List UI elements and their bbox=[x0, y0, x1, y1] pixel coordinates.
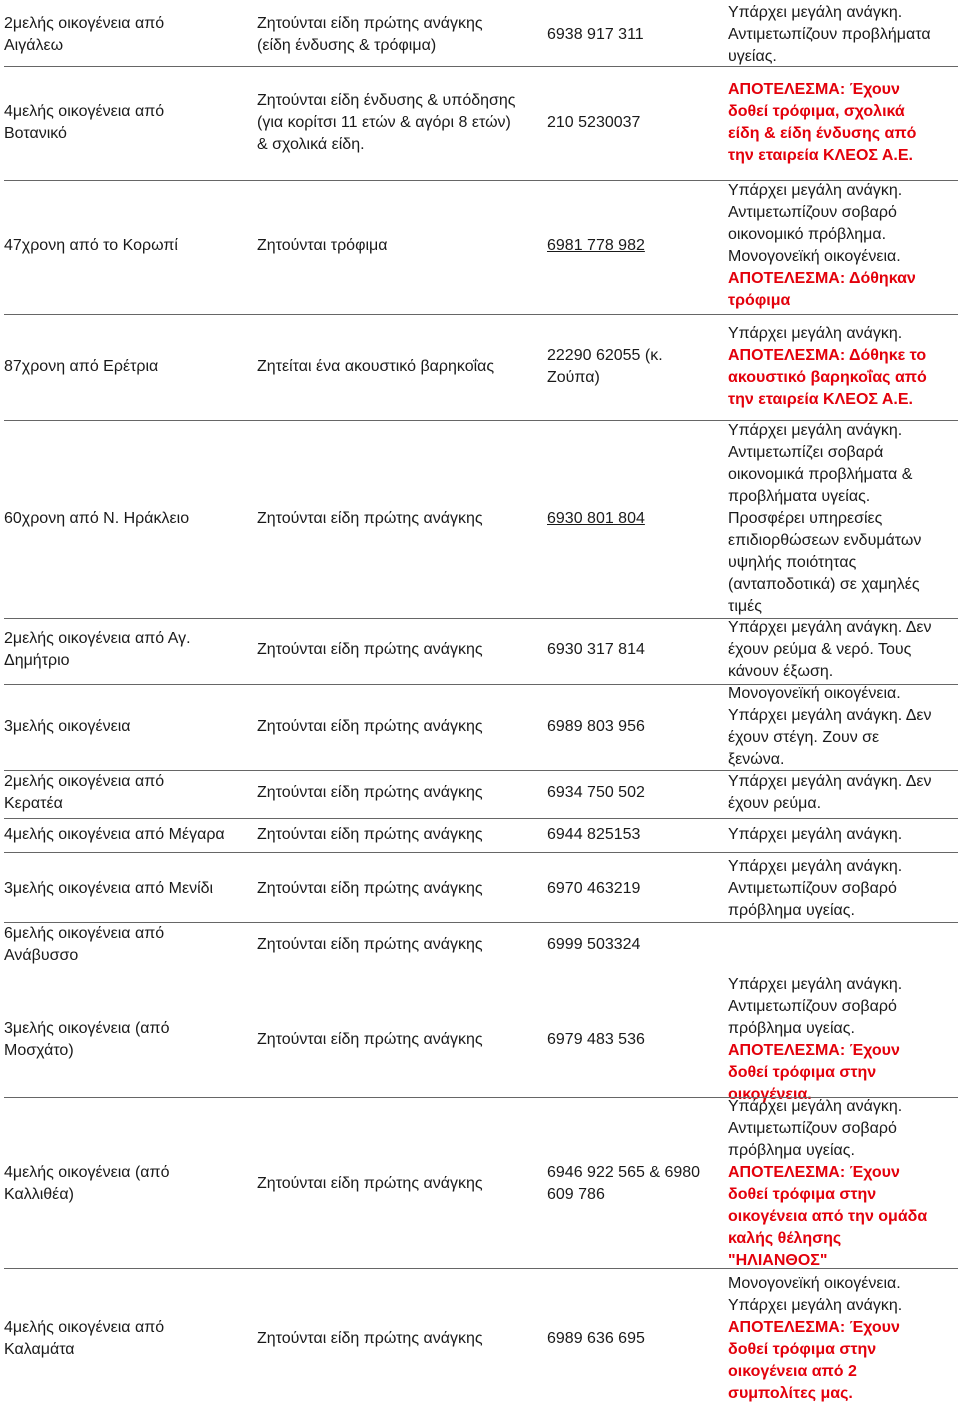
status-text: τιμές bbox=[728, 598, 762, 615]
status-text: Μονογονεϊκή οικογένεια. bbox=[728, 685, 901, 702]
row-divider bbox=[4, 818, 958, 819]
family-text: 2μελής οικογένεια από Αγ. bbox=[4, 630, 191, 647]
row-divider bbox=[4, 314, 958, 315]
status-text: πρόβλημα υγείας. bbox=[728, 902, 855, 919]
status-cell bbox=[728, 4, 958, 66]
request-cell bbox=[257, 770, 544, 816]
family-cell bbox=[4, 180, 252, 312]
request-text: (για κορίτσι 11 ετών & αγόρι 8 ετών) bbox=[257, 114, 511, 131]
status-cell bbox=[728, 976, 958, 1103]
table-row bbox=[0, 180, 960, 312]
phone-text: 6930 801 804 bbox=[547, 510, 645, 527]
status-text: Αντιμετωπίζουν σοβαρό bbox=[728, 880, 897, 897]
status-text: Υπάρχει μεγάλη ανάγκη. bbox=[728, 826, 903, 843]
table-row bbox=[0, 1098, 960, 1270]
status-text: επιδιορθώσεων ενδυμάτων bbox=[728, 532, 922, 549]
status-text: έχουν ρεύμα. bbox=[728, 795, 822, 812]
row-divider bbox=[4, 684, 958, 685]
status-text: Αντιμετωπίζουν σοβαρό bbox=[728, 204, 897, 221]
status-text: οικονομικά προβλήματα & bbox=[728, 466, 913, 483]
phone-cell bbox=[547, 1098, 719, 1270]
phone-text: 6999 503324 bbox=[547, 936, 641, 953]
result-text: δοθεί τρόφιμα στην bbox=[728, 1186, 877, 1203]
row-divider bbox=[4, 420, 958, 421]
result-text: οικογένεια από 2 bbox=[728, 1363, 857, 1380]
status-cell bbox=[728, 422, 958, 616]
request-cell bbox=[257, 314, 544, 420]
family-cell bbox=[4, 422, 252, 616]
result-text: ΑΠΟΤΕΛΕΣΜΑ: Δόθηκε το bbox=[728, 347, 927, 364]
request-text: Ζητούνται είδη πρώτης ανάγκης bbox=[257, 718, 483, 735]
request-cell bbox=[257, 68, 544, 178]
status-text: πρόβλημα υγείας. bbox=[728, 1020, 855, 1037]
status-cell bbox=[728, 820, 958, 850]
status-text: Υπάρχει μεγάλη ανάγκη. bbox=[728, 422, 903, 439]
row-divider bbox=[4, 922, 958, 923]
status-text: Μονογονεϊκή οικογένεια. bbox=[728, 248, 901, 265]
status-cell bbox=[728, 924, 958, 966]
request-text: Ζητούνται τρόφιμα bbox=[257, 237, 388, 254]
family-text: 2μελής οικογένεια από bbox=[4, 773, 165, 790]
result-text: ακουστικό βαρηκοΐας από bbox=[728, 369, 927, 386]
phone-text: 6989 636 695 bbox=[547, 1330, 645, 1347]
phone-cell bbox=[547, 770, 719, 816]
family-text: Κερατέα bbox=[4, 795, 63, 812]
family-text: 4μελής οικογένεια από bbox=[4, 1319, 165, 1336]
request-text: Ζητούνται είδη ένδυσης & υπόδησης bbox=[257, 92, 516, 109]
result-text: ΑΠΟΤΕΛΕΣΜΑ: Έχουν bbox=[728, 1042, 900, 1059]
family-cell bbox=[4, 854, 252, 924]
status-text: Υπάρχει μεγάλη ανάγκη. Δεν bbox=[728, 707, 932, 724]
table-row bbox=[0, 854, 960, 924]
family-text: Μοσχάτο) bbox=[4, 1042, 74, 1059]
request-cell bbox=[257, 1272, 544, 1406]
request-cell bbox=[257, 1098, 544, 1270]
status-cell bbox=[728, 618, 958, 682]
family-cell bbox=[4, 982, 252, 1098]
status-cell bbox=[728, 1098, 958, 1270]
table-row bbox=[0, 770, 960, 816]
request-text: Ζητούνται είδη πρώτης ανάγκης bbox=[257, 641, 483, 658]
result-text: ΑΠΟΤΕΛΕΣΜΑ: Έχουν bbox=[728, 1164, 900, 1181]
status-cell bbox=[728, 180, 958, 312]
family-text: 2μελής οικογένεια από bbox=[4, 15, 165, 32]
table-row bbox=[0, 976, 960, 1103]
status-cell bbox=[728, 1272, 958, 1406]
result-text: δοθεί τρόφιμα, σχολικά bbox=[728, 103, 905, 120]
row-divider bbox=[4, 180, 958, 181]
result-text: την εταιρεία ΚΛΕΟΣ Α.Ε. bbox=[728, 391, 913, 408]
status-text: Υπάρχει μεγάλη ανάγκη. bbox=[728, 325, 903, 342]
table-row bbox=[0, 4, 960, 66]
family-cell bbox=[4, 770, 252, 816]
family-text: 4μελής οικογένεια (από bbox=[4, 1164, 170, 1181]
phone-text: 6938 917 311 bbox=[547, 26, 644, 43]
request-cell bbox=[257, 982, 544, 1098]
phone-text: 6944 825153 bbox=[547, 826, 641, 843]
result-text: συμπολίτες μας. bbox=[728, 1385, 853, 1402]
status-text: Υπάρχει μεγάλη ανάγκη. Δεν bbox=[728, 619, 932, 636]
status-text: Υπάρχει μεγάλη ανάγκη. bbox=[728, 858, 903, 875]
result-text: καλής θέλησης bbox=[728, 1230, 842, 1247]
request-text: Ζητούνται είδη πρώτης ανάγκης bbox=[257, 15, 483, 32]
request-text: Ζητούνται είδη πρώτης ανάγκης bbox=[257, 1175, 483, 1192]
status-text: Υπάρχει μεγάλη ανάγκη. bbox=[728, 976, 903, 993]
status-text: Αντιμετωπίζουν σοβαρό bbox=[728, 998, 897, 1015]
table-row bbox=[0, 314, 960, 420]
request-cell bbox=[257, 854, 544, 924]
family-cell bbox=[4, 924, 252, 966]
status-text: κάνουν έξωση. bbox=[728, 663, 834, 680]
family-text: 3μελής οικογένεια (από bbox=[4, 1020, 170, 1037]
family-cell bbox=[4, 68, 252, 178]
table-row bbox=[0, 1272, 960, 1406]
request-text: Ζητούνται είδη πρώτης ανάγκης bbox=[257, 936, 483, 953]
result-text: ΑΠΟΤΕΛΕΣΜΑ: Έχουν bbox=[728, 1319, 900, 1336]
request-cell bbox=[257, 924, 544, 966]
row-divider bbox=[4, 66, 958, 67]
request-cell bbox=[257, 422, 544, 616]
status-text: υψηλής ποιότητας bbox=[728, 554, 857, 571]
status-cell bbox=[728, 314, 958, 420]
request-text: Ζητούνται είδη πρώτης ανάγκης bbox=[257, 510, 483, 527]
table-row bbox=[0, 618, 960, 682]
status-text: Αντιμετωπίζει σοβαρά bbox=[728, 444, 884, 461]
status-text: υγείας. bbox=[728, 48, 777, 65]
phone-text: 609 786 bbox=[547, 1186, 605, 1203]
status-text: ξενώνα. bbox=[728, 751, 785, 768]
phone-cell bbox=[547, 618, 719, 682]
family-text: Ανάβυσσο bbox=[4, 947, 79, 964]
status-text: Μονογονεϊκή οικογένεια. bbox=[728, 1275, 901, 1292]
phone-cell bbox=[547, 820, 719, 850]
result-text: ΑΠΟΤΕΛΕΣΜΑ: Έχουν bbox=[728, 81, 900, 98]
row-divider bbox=[4, 618, 958, 619]
status-text: πρόβλημα υγείας. bbox=[728, 1142, 855, 1159]
family-cell bbox=[4, 4, 252, 66]
status-cell bbox=[728, 684, 958, 770]
phone-cell bbox=[547, 314, 719, 420]
phone-text: 6979 483 536 bbox=[547, 1031, 645, 1048]
status-text: Αντιμετωπίζουν σοβαρό bbox=[728, 1120, 897, 1137]
phone-text: 6934 750 502 bbox=[547, 784, 645, 801]
family-cell bbox=[4, 1098, 252, 1270]
family-text: 47χρονη από το Κορωπί bbox=[4, 237, 178, 254]
result-text: "ΗΛΙΑΝΘΟΣ" bbox=[728, 1252, 828, 1269]
family-text: 4μελής οικογένεια από bbox=[4, 103, 165, 120]
status-cell bbox=[728, 770, 958, 816]
family-cell bbox=[4, 684, 252, 770]
family-text: Καλλιθέα) bbox=[4, 1186, 74, 1203]
result-text: ΑΠΟΤΕΛΕΣΜΑ: Δόθηκαν bbox=[728, 270, 916, 287]
status-cell bbox=[728, 854, 958, 924]
phone-text: 6981 778 982 bbox=[547, 237, 645, 254]
status-text: προβλήματα υγείας. bbox=[728, 488, 871, 505]
result-text: τρόφιμα bbox=[728, 292, 791, 309]
request-cell bbox=[257, 618, 544, 682]
request-text: Ζητούνται είδη πρώτης ανάγκης bbox=[257, 1330, 483, 1347]
status-text: Υπάρχει μεγάλη ανάγκη. bbox=[728, 4, 903, 21]
status-text: Προσφέρει υπηρεσίες bbox=[728, 510, 883, 527]
phone-cell bbox=[547, 180, 719, 312]
row-divider bbox=[4, 852, 958, 853]
row-divider bbox=[4, 1268, 958, 1269]
family-text: 4μελής οικογένεια από Μέγαρα bbox=[4, 826, 225, 843]
phone-cell bbox=[547, 854, 719, 924]
family-cell bbox=[4, 820, 252, 850]
request-cell bbox=[257, 684, 544, 770]
status-text: οικονομικό πρόβλημα. bbox=[728, 226, 887, 243]
family-text: 60χρονη από Ν. Ηράκλειο bbox=[4, 510, 190, 527]
phone-text: 210 5230037 bbox=[547, 114, 641, 131]
phone-text: Ζούπα) bbox=[547, 369, 600, 386]
table-row bbox=[0, 820, 960, 850]
family-text: 87χρονη από Ερέτρια bbox=[4, 358, 159, 375]
request-text: Ζητούνται είδη πρώτης ανάγκης bbox=[257, 784, 483, 801]
phone-text: 6946 922 565 & 6980 bbox=[547, 1164, 701, 1181]
status-text: έχουν ρεύμα & νερό. Τους bbox=[728, 641, 912, 658]
status-text: Υπάρχει μεγάλη ανάγκη. Δεν bbox=[728, 773, 932, 790]
status-cell bbox=[728, 68, 958, 178]
family-cell bbox=[4, 1272, 252, 1406]
result-text: οικογένεια. bbox=[728, 1086, 812, 1103]
phone-cell bbox=[547, 924, 719, 966]
family-text: Βοτανικό bbox=[4, 125, 67, 142]
phone-text: 22290 62055 (κ. bbox=[547, 347, 663, 364]
request-text: Ζητείται ένα ακουστικό βαρηκοΐας bbox=[257, 358, 495, 375]
request-cell bbox=[257, 4, 544, 66]
result-text: είδη & είδη ένδυσης από bbox=[728, 125, 917, 142]
request-text: & σχολικά είδη. bbox=[257, 136, 365, 153]
family-text: 3μελής οικογένεια από Μενίδι bbox=[4, 880, 214, 897]
result-text: δοθεί τρόφιμα στην bbox=[728, 1064, 877, 1081]
result-text: την εταιρεία ΚΛΕΟΣ Α.Ε. bbox=[728, 147, 913, 164]
family-cell bbox=[4, 618, 252, 682]
family-text: Αιγάλεω bbox=[4, 37, 64, 54]
phone-cell bbox=[547, 422, 719, 616]
status-text: έχουν στέγη. Ζουν σε bbox=[728, 729, 880, 746]
request-text: Ζητούνται είδη πρώτης ανάγκης bbox=[257, 880, 483, 897]
status-text: Υπάρχει μεγάλη ανάγκη. bbox=[728, 182, 903, 199]
family-text: Δημήτριο bbox=[4, 652, 70, 669]
phone-text: 6989 803 956 bbox=[547, 718, 645, 735]
request-text: Ζητούνται είδη πρώτης ανάγκης bbox=[257, 826, 483, 843]
phone-text: 6930 317 814 bbox=[547, 641, 645, 658]
family-text: 6μελής οικογένεια από bbox=[4, 925, 165, 942]
request-cell bbox=[257, 180, 544, 312]
family-cell bbox=[4, 314, 252, 420]
phone-cell bbox=[547, 684, 719, 770]
request-cell bbox=[257, 820, 544, 850]
table-row bbox=[0, 684, 960, 770]
family-text: 3μελής οικογένεια bbox=[4, 718, 131, 735]
phone-cell bbox=[547, 68, 719, 178]
phone-cell bbox=[547, 1272, 719, 1406]
table-row bbox=[0, 422, 960, 616]
request-text: (είδη ένδυσης & τρόφιμα) bbox=[257, 37, 437, 54]
result-text: δοθεί τρόφιμα στην bbox=[728, 1341, 877, 1358]
status-text: Υπάρχει μεγάλη ανάγκη. bbox=[728, 1098, 903, 1115]
request-text: Ζητούνται είδη πρώτης ανάγκης bbox=[257, 1031, 483, 1048]
status-text: Αντιμετωπίζουν προβλήματα bbox=[728, 26, 931, 43]
table-row bbox=[0, 924, 960, 966]
row-divider bbox=[4, 1097, 958, 1098]
row-divider bbox=[4, 770, 958, 771]
phone-cell bbox=[547, 4, 719, 66]
result-text: οικογένεια από την ομάδα bbox=[728, 1208, 928, 1225]
family-text: Καλαμάτα bbox=[4, 1341, 75, 1358]
table-row bbox=[0, 68, 960, 178]
phone-text: 6970 463219 bbox=[547, 880, 641, 897]
phone-cell bbox=[547, 982, 719, 1098]
status-text: (ανταποδοτικά) σε χαμηλές bbox=[728, 576, 920, 593]
status-text: Υπάρχει μεγάλη ανάγκη. bbox=[728, 1297, 903, 1314]
